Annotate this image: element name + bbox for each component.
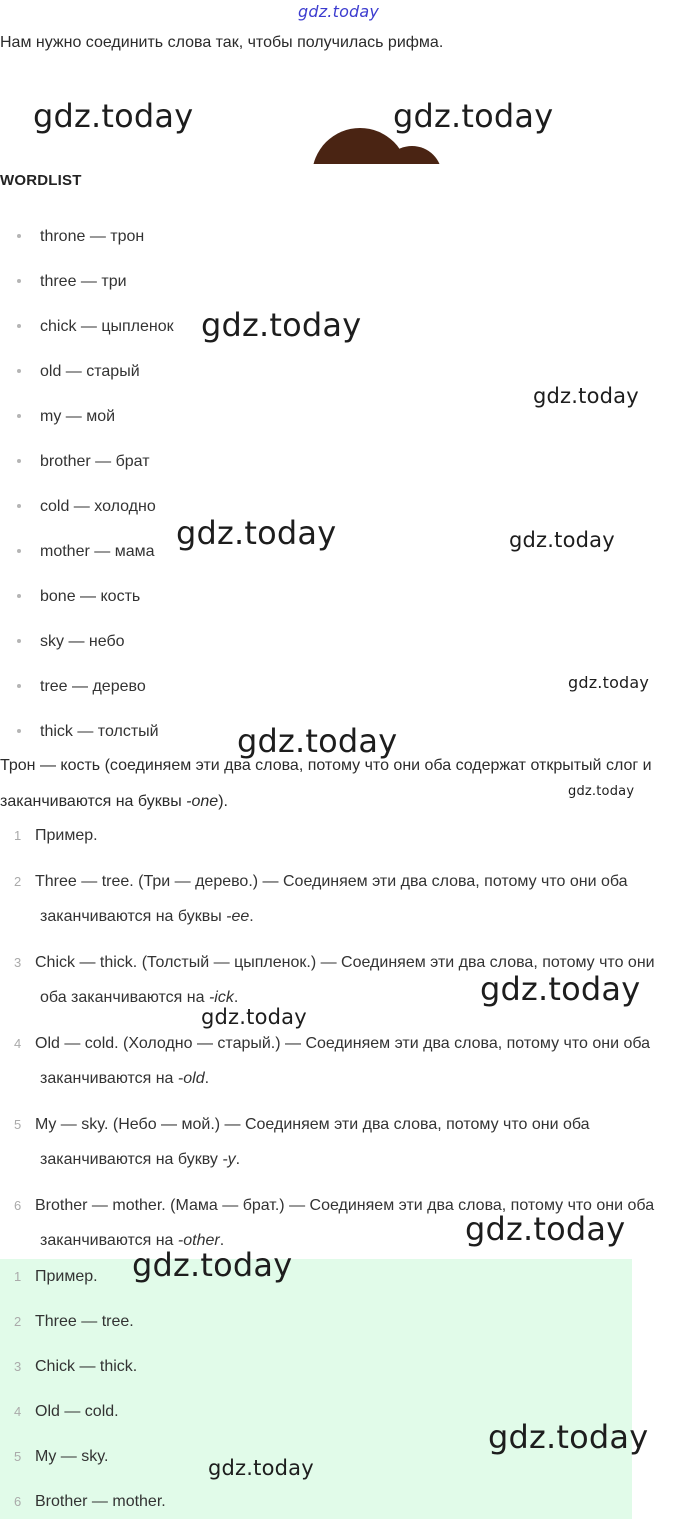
watermark: gdz.today: [480, 970, 641, 1008]
watermark: gdz.today: [176, 514, 337, 552]
bullet-icon: [17, 279, 21, 283]
list-item: brother — брат: [0, 439, 174, 484]
bullet-icon: [17, 414, 21, 418]
watermark: gdz.today: [132, 1246, 293, 1284]
watermark: gdz.today: [488, 1418, 649, 1456]
watermark: gdz.today: [465, 1210, 626, 1248]
list-item: thick — толстый: [0, 709, 174, 754]
bullet-icon: [17, 639, 21, 643]
answer-item: 5 My — sky.: [14, 1448, 109, 1465]
answer-item: 3 Chick — thick.: [14, 1358, 138, 1375]
bullet-icon: [17, 729, 21, 733]
answer-box: [0, 1259, 632, 1519]
answer-item: 4 Old — cold.: [14, 1403, 119, 1420]
watermark: gdz.today: [533, 384, 639, 408]
bullet-icon: [17, 594, 21, 598]
step-item: 5 My — sky. (Небо — мой.) — Соединяем эти два слова, потому что они оба заканчиваются на букву -y.: [14, 1116, 590, 1168]
step-item: 3 Chick — thick. (Толстый — цыпленок.) — Соединяем эти два слова, потому что они оба заканчиваются на -ick.: [14, 954, 655, 1006]
answer-item: 2 Three — tree.: [14, 1313, 134, 1330]
answer-list: [0, 1259, 166, 1529]
list-item: my — мой: [0, 394, 174, 439]
bullet-icon: [17, 504, 21, 508]
watermark: gdz.today: [568, 784, 635, 799]
list-item: mother — мама: [0, 529, 174, 574]
bullet-icon: [17, 234, 21, 238]
list-item: cold — холодно: [0, 484, 174, 529]
watermark: gdz.today: [568, 673, 650, 692]
wordlist: [0, 214, 174, 754]
watermark: gdz.today: [208, 1456, 314, 1480]
wordlist-heading: WORDLIST: [0, 172, 82, 189]
explanation-paragraph: Трон — кость (соединяем эти два слова, потому что они оба содержат открытый слог и заканчиваются на буквы -one).: [0, 757, 652, 810]
intro-text: Нам нужно соединить слова так, чтобы получилась рифма.: [0, 34, 444, 51]
watermark: gdz.today: [393, 97, 554, 135]
watermark: gdz.today: [201, 306, 362, 344]
step-item: 4 Old — cold. (Холодно — старый.) — Соединяем эти два слова, потому что они оба заканчиваются на -old.: [14, 1035, 651, 1087]
answer-item: 1 Пример.: [14, 1268, 98, 1285]
watermark: gdz.today: [509, 528, 615, 552]
list-item: tree — дерево: [0, 664, 174, 709]
explanation-steps: [0, 818, 680, 1269]
bullet-icon: [17, 549, 21, 553]
list-item: old — старый: [0, 349, 174, 394]
step-item: 1 Пример.: [14, 827, 98, 844]
watermark-top: gdz.today: [298, 2, 380, 21]
answer-item: 6 Brother — mother.: [14, 1493, 166, 1510]
list-item: bone — кость: [0, 574, 174, 619]
bullet-icon: [17, 684, 21, 688]
step-item: 2 Three — tree. (Три — дерево.) — Соединяем эти два слова, потому что они оба заканчиваются на буквы -ee.: [14, 873, 628, 925]
list-item: throne — трон: [0, 214, 174, 259]
list-item: sky — небо: [0, 619, 174, 664]
decorative-image: [312, 126, 442, 164]
watermark: gdz.today: [237, 722, 398, 760]
list-item: three — три: [0, 259, 174, 304]
step-item: 6 Brother — mother. (Мама — брат.) — Соединяем эти два слова, потому что они оба заканчиваются на -other.: [14, 1197, 655, 1249]
bullet-icon: [17, 459, 21, 463]
bullet-icon: [17, 324, 21, 328]
watermark: gdz.today: [33, 97, 194, 135]
watermark: gdz.today: [201, 1005, 307, 1029]
list-item: chick — цыпленок: [0, 304, 174, 349]
bullet-icon: [17, 369, 21, 373]
